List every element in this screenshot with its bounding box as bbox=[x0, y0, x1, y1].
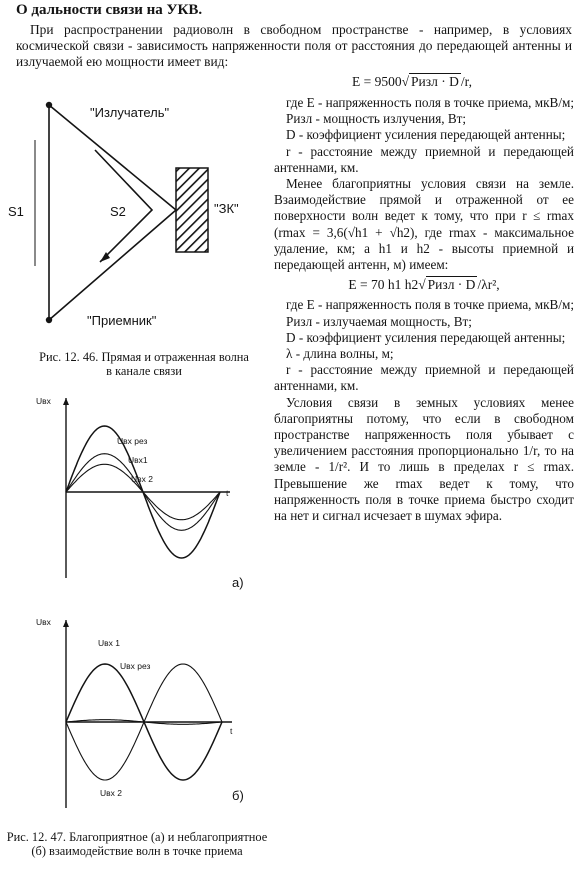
y-axis-arrow bbox=[63, 398, 69, 405]
chart-b-series-label-0: Uвх 1 bbox=[98, 638, 120, 648]
chart-a-panel-label: а) bbox=[232, 575, 244, 590]
formula1-root: Pизл · D bbox=[411, 74, 459, 89]
formula2-root: Pизл · D bbox=[427, 277, 476, 293]
text-line: Pизл - излучаемая мощность, Вт; bbox=[286, 313, 472, 329]
y-axis-arrow bbox=[63, 620, 69, 627]
chart-a-series-label-2: Uвх 2 bbox=[131, 474, 153, 484]
chart-a-y-label: Uвх bbox=[36, 396, 51, 406]
text-paragraph: Условия связи в земных условиях менее благоприятны потому, что если в свободном пространстве напряженность поля убывает с увеличением расстояния пропорционально 1/r, то на земле - 1/r². И то лишь в пределах r ≤ rmax. Превышение же rmax ведет к тому, что напряженность поля в точке приема быстро сходит на нет и сигнал исчезает в шумах эфира. bbox=[274, 394, 574, 524]
sqrt-sign: √ bbox=[401, 74, 410, 89]
text-line: D - коэффициент усиления передающей антенны; bbox=[286, 127, 566, 143]
s1-label: S1 bbox=[8, 204, 24, 219]
article-title: О дальности связи на УКВ. bbox=[16, 2, 203, 18]
text-line: где E - напряженность поля в точке приема, мкВ/м; bbox=[286, 95, 574, 110]
figure-47-caption: Рис. 12. 47. Благоприятное (а) и неблагоприятное (б) взаимодействие волн в точке приема bbox=[6, 830, 268, 858]
text-line: где E - напряженность поля в точке приема, мкВ/м; bbox=[286, 297, 574, 313]
chart-b-series-label-2: Uвх 2 bbox=[100, 788, 122, 798]
emitter-label: "Излучатель" bbox=[90, 105, 170, 120]
sqrt-sign: √ bbox=[418, 277, 426, 293]
text-line: D - коэффициент усиления передающей антенны; bbox=[286, 329, 566, 345]
text-paragraph: Менее благоприятны условия связи на земле. Взаимодействие прямой и отраженной от ее поверхности волн ведет к тому, что при r ≤ rmax (rmax = 3,6(√h1 + √h2), где rmax - максимальное удаление, км; а h1 и h2 - высоты приемной и передающей антенн, м) имеем: bbox=[274, 176, 574, 273]
chart-b-series-label-1: Uвх рез bbox=[120, 661, 151, 671]
formula1-lhs: E = 9500 bbox=[352, 74, 402, 89]
chart-a-x-label: t bbox=[226, 488, 229, 498]
chart-a-series-label-0: Uвх рез bbox=[117, 436, 148, 446]
text-line: λ - длина волны, м; bbox=[286, 346, 394, 362]
text-line: r - расстояние между приемной и передающей антеннами, км. bbox=[274, 143, 574, 175]
chart-b bbox=[63, 620, 232, 808]
receiver-label: "Приемник" bbox=[87, 313, 157, 328]
chart-b-panel-label: б) bbox=[232, 788, 244, 803]
figure-46-caption: Рис. 12. 46. Прямая и отраженная волна в канале связи bbox=[39, 350, 249, 378]
chart-b-y-label: Uвх bbox=[36, 617, 51, 627]
intro-paragraph: При распространении радиоволн в свободном пространстве - например, в условиях космической связи - зависимость напряженности поля от расстояния до передающей антенны и излучаемой ею мощности имеет вид: bbox=[16, 22, 572, 69]
s2-label: S2 bbox=[110, 204, 126, 219]
formula1-tail: /r, bbox=[460, 74, 472, 89]
zk-label: "ЗК" bbox=[214, 201, 239, 216]
formula2-lhs: E = 70 h1 h2 bbox=[348, 277, 419, 293]
text-line: Pизл - мощность излучения, Вт; bbox=[286, 111, 467, 127]
chart-a-series-label-1: Uвх1 bbox=[128, 455, 148, 465]
chart-b-x-label: t bbox=[230, 726, 233, 736]
formula2-tail: /λr², bbox=[477, 277, 500, 293]
text-line: r - расстояние между приемной и передающей антеннами, км. bbox=[274, 362, 574, 394]
chart-a bbox=[63, 398, 230, 578]
